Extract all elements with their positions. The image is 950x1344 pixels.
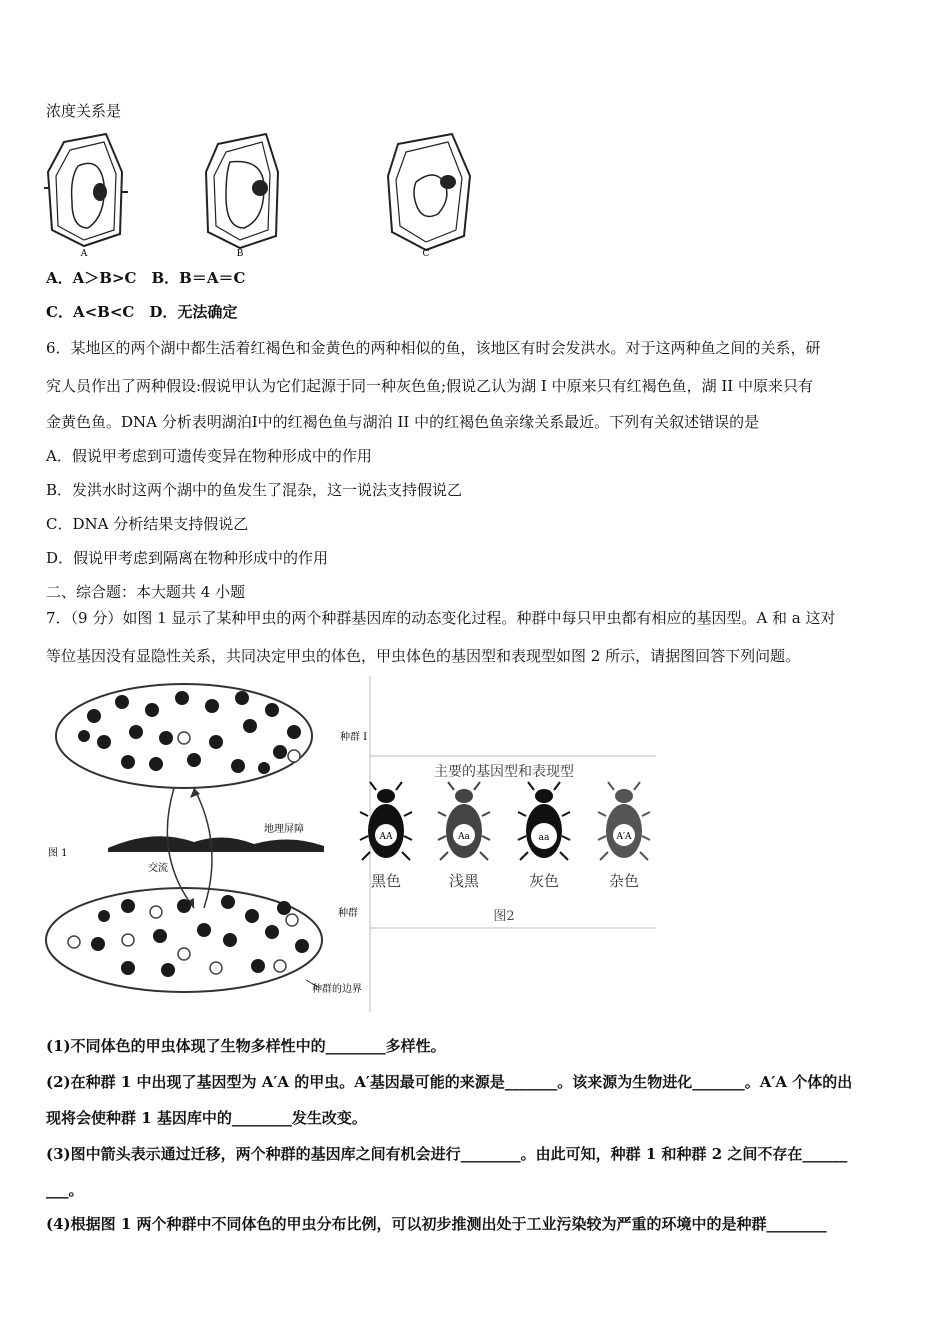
cell-c: [388, 134, 470, 250]
exchange-label: 交流: [148, 863, 168, 874]
cell-c-label: C: [422, 249, 430, 258]
figure-2: [360, 756, 656, 928]
cell-b: [206, 134, 278, 248]
phenotype-gray: 灰色: [528, 872, 560, 890]
beetle-aa-gray: [518, 782, 570, 890]
section-heading: 二、综合题：本大题共 4 小题: [46, 583, 246, 601]
q7-text-2: 等位基因没有显隐性关系，共同决定甲虫的体色，甲虫体色的基因型和表现型如图 2 所示，请据图回答下列问题。: [46, 647, 801, 665]
q6-text-3: 金黄色鱼。DNA 分析表明湖泊Ⅰ中的红褐色鱼与湖泊 II 中的红褐色鱼亲缘关系最近。下列有关叙述错误的是: [46, 413, 760, 431]
q7-text-1: 7．（9 分）如图 1 显示了某种甲虫的两个种群基因库的动态变化过程。种群中每只甲虫都有相应的基因型。A 和 a 这对: [46, 609, 836, 627]
figure-2-title: 主要的基因型和表现型: [434, 764, 574, 780]
q7-sub2-line2: 现将会使种群 1 基因库中的________发生改变。: [46, 1109, 367, 1127]
beetle-population-figure: [44, 676, 656, 1016]
figure-1-label: 图 1: [48, 848, 68, 859]
q7-sub2-line1: (2)在种群 1 中出现了基因型为 A′A 的甲虫。A′基因最可能的来源是_______。该来源为生物进化_______。A′A 个体的出: [46, 1073, 853, 1091]
population-1-label: 种群 I: [340, 732, 368, 743]
beetle-aa-black: [360, 782, 412, 890]
beetle-aa-light-black: [438, 782, 490, 890]
q7-sub4: (4)根据图 1 两个种群中不同体色的甲虫分布比例，可以初步推测出处于工业污染较为严重的环境中的是种群________: [46, 1215, 827, 1233]
geographic-barrier: [108, 836, 324, 852]
q7-sub3-line1: (3)图中箭头表示通过迁移，两个种群的基因库之间有机会进行________。由此可知，种群 1 和种群 2 之间不存在______: [46, 1145, 848, 1163]
plant-cells-figure: [44, 132, 484, 258]
cell-a: [44, 134, 128, 246]
q5-options-2: C．A<B<C D．无法确定: [46, 303, 238, 321]
genotype-aa-recessive: aa: [538, 833, 550, 843]
cell-a-label: A: [80, 249, 88, 258]
genotype-aa-hetero: Aa: [458, 832, 470, 842]
q6-option-a: A．假说甲考虑到可遗传变异在物种形成中的作用: [46, 447, 372, 465]
q6-text-2: 究人员作出了两种假设:假说甲认为它们起源于同一种灰色鱼;假说乙认为湖 I 中原来只有红褐色鱼，湖 II 中原来只有: [46, 377, 813, 395]
q5-lead: 浓度关系是: [46, 102, 122, 120]
figure-2-caption: 图2: [493, 909, 515, 924]
q6-option-c: C．DNA 分析结果支持假说乙: [46, 515, 249, 533]
population-2-label: 种群: [338, 908, 358, 919]
genotype-aa-dominant: AA: [379, 832, 393, 842]
cell-b-label: B: [236, 249, 244, 258]
population-1-beetles: [78, 691, 301, 774]
phenotype-black: 黑色: [370, 872, 402, 890]
q6-text-1: 6．某地区的两个湖中都生活着红褐色和金黄色的两种相似的鱼，该地区有时会发洪水。对于这两种鱼之间的关系，研: [46, 339, 821, 357]
q5-options-1: A．A＞B>C B．B＝A＝C: [46, 269, 246, 287]
boundary-label: 种群的边界: [312, 984, 362, 995]
figure-1: [46, 676, 370, 1012]
phenotype-light-black: 浅黑: [448, 872, 480, 890]
genotype-aprime-a: A′A: [616, 832, 632, 842]
q6-option-b: B．发洪水时这两个湖中的鱼发生了混杂，这一说法支持假说乙: [46, 481, 463, 499]
q6-option-d: D．假说甲考虑到隔离在物种形成中的作用: [46, 549, 329, 567]
beetle-aprime-a-mottled: [598, 782, 650, 890]
phenotype-mottled: 杂色: [608, 872, 640, 890]
q7-sub3-line2: ___。: [46, 1181, 84, 1199]
barrier-label: 地理屏障: [264, 824, 304, 835]
q7-sub1: (1)不同体色的甲虫体现了生物多样性中的________多样性。: [46, 1037, 446, 1055]
